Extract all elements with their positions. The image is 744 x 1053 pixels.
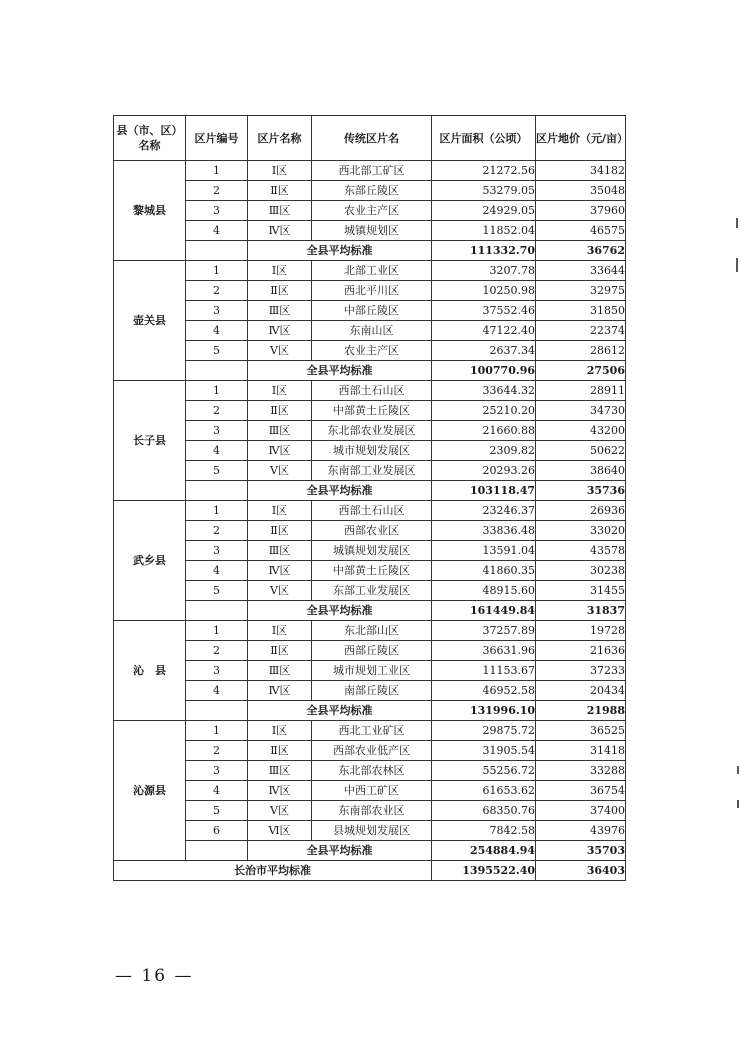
table-row xyxy=(114,541,626,561)
header-traditional-name: 传统区片名 xyxy=(312,116,432,161)
table-row xyxy=(114,401,626,421)
price-cell: 31418 xyxy=(536,741,626,761)
average-blank-cell xyxy=(186,841,248,861)
area-cell: 46952.58 xyxy=(432,681,536,701)
traditional-name-cell: 西部丘陵区 xyxy=(312,641,432,661)
zone-number-cell: 6 xyxy=(186,821,248,841)
table-row xyxy=(114,321,626,341)
table-row xyxy=(114,161,626,181)
area-cell: 11153.67 xyxy=(432,661,536,681)
traditional-name-cell: 农业主产区 xyxy=(312,341,432,361)
scan-edge-mark xyxy=(736,218,738,228)
table-row xyxy=(114,501,626,521)
table-body xyxy=(114,161,626,881)
area-cell: 33836.48 xyxy=(432,521,536,541)
city-average-row xyxy=(114,861,626,881)
zone-name-cell: Ⅴ区 xyxy=(248,461,312,481)
zone-number-cell: 3 xyxy=(186,301,248,321)
zone-name-cell: Ⅴ区 xyxy=(248,581,312,601)
zone-name-cell: Ⅲ区 xyxy=(248,201,312,221)
average-blank-cell xyxy=(186,701,248,721)
zone-number-cell: 1 xyxy=(186,721,248,741)
zone-number-cell: 1 xyxy=(186,161,248,181)
traditional-name-cell: 县城规划发展区 xyxy=(312,821,432,841)
traditional-name-cell: 中部丘陵区 xyxy=(312,301,432,321)
average-price-cell: 36762 xyxy=(536,241,626,261)
area-cell: 10250.98 xyxy=(432,281,536,301)
table-row xyxy=(114,681,626,701)
zone-number-cell: 4 xyxy=(186,321,248,341)
traditional-name-cell: 东南部工业发展区 xyxy=(312,461,432,481)
county-name-cell: 黎城县 xyxy=(114,161,186,261)
zone-number-cell: 1 xyxy=(186,261,248,281)
zone-number-cell: 2 xyxy=(186,401,248,421)
traditional-name-cell: 西部土石山区 xyxy=(312,381,432,401)
zone-name-cell: Ⅳ区 xyxy=(248,441,312,461)
header-zone-name: 区片名称 xyxy=(248,116,312,161)
price-cell: 37400 xyxy=(536,801,626,821)
zone-name-cell: Ⅲ区 xyxy=(248,301,312,321)
table-row xyxy=(114,181,626,201)
area-cell: 41860.35 xyxy=(432,561,536,581)
average-label: 全县平均标准 xyxy=(248,601,432,621)
price-cell: 26936 xyxy=(536,501,626,521)
zone-number-cell: 2 xyxy=(186,641,248,661)
table-row xyxy=(114,441,626,461)
area-cell: 29875.72 xyxy=(432,721,536,741)
county-average-row xyxy=(114,361,626,381)
average-area-cell: 254884.94 xyxy=(432,841,536,861)
traditional-name-cell: 东部工业发展区 xyxy=(312,581,432,601)
traditional-name-cell: 农业主产区 xyxy=(312,201,432,221)
average-label: 全县平均标准 xyxy=(248,701,432,721)
header-county: 县（市、区）名称 xyxy=(114,116,186,161)
table-row xyxy=(114,341,626,361)
zone-number-cell: 5 xyxy=(186,461,248,481)
price-cell: 50622 xyxy=(536,441,626,461)
area-cell: 3207.78 xyxy=(432,261,536,281)
zone-name-cell: Ⅴ区 xyxy=(248,801,312,821)
table-row xyxy=(114,221,626,241)
county-name-cell: 沁 县 xyxy=(114,621,186,721)
scan-edge-mark xyxy=(737,800,739,808)
table-row xyxy=(114,741,626,761)
zone-number-cell: 5 xyxy=(186,341,248,361)
zone-name-cell: Ⅱ区 xyxy=(248,521,312,541)
area-cell: 33644.32 xyxy=(432,381,536,401)
table-row xyxy=(114,641,626,661)
table-row xyxy=(114,261,626,281)
zone-name-cell: Ⅱ区 xyxy=(248,181,312,201)
area-cell: 37257.89 xyxy=(432,621,536,641)
price-cell: 36754 xyxy=(536,781,626,801)
zone-name-cell: Ⅳ区 xyxy=(248,221,312,241)
zone-name-cell: Ⅵ区 xyxy=(248,821,312,841)
county-average-row xyxy=(114,241,626,261)
zone-number-cell: 1 xyxy=(186,501,248,521)
average-price-cell: 35736 xyxy=(536,481,626,501)
table-row xyxy=(114,821,626,841)
zone-number-cell: 1 xyxy=(186,621,248,641)
scan-edge-mark xyxy=(737,766,739,774)
table-row xyxy=(114,521,626,541)
average-price-cell: 27506 xyxy=(536,361,626,381)
area-cell: 47122.40 xyxy=(432,321,536,341)
area-cell: 53279.05 xyxy=(432,181,536,201)
table-row xyxy=(114,281,626,301)
average-area-cell: 111332.70 xyxy=(432,241,536,261)
county-name-cell: 壶关县 xyxy=(114,261,186,381)
average-label: 全县平均标准 xyxy=(248,361,432,381)
average-price-cell: 35703 xyxy=(536,841,626,861)
traditional-name-cell: 西北部工矿区 xyxy=(312,161,432,181)
price-cell: 35048 xyxy=(536,181,626,201)
scan-edge-mark xyxy=(736,258,738,272)
zone-number-cell: 3 xyxy=(186,421,248,441)
county-average-row xyxy=(114,841,626,861)
price-cell: 20434 xyxy=(536,681,626,701)
page-number: — 16 — xyxy=(115,966,194,986)
table-row xyxy=(114,561,626,581)
header-price: 区片地价（元/亩） xyxy=(536,116,626,161)
average-blank-cell xyxy=(186,481,248,501)
zone-number-cell: 5 xyxy=(186,801,248,821)
traditional-name-cell: 南部丘陵区 xyxy=(312,681,432,701)
average-area-cell: 100770.96 xyxy=(432,361,536,381)
traditional-name-cell: 西部农业区 xyxy=(312,521,432,541)
price-cell: 37960 xyxy=(536,201,626,221)
price-cell: 31850 xyxy=(536,301,626,321)
area-cell: 48915.60 xyxy=(432,581,536,601)
area-cell: 2637.34 xyxy=(432,341,536,361)
zone-name-cell: Ⅱ区 xyxy=(248,401,312,421)
average-area-cell: 161449.84 xyxy=(432,601,536,621)
traditional-name-cell: 东部丘陵区 xyxy=(312,181,432,201)
price-cell: 30238 xyxy=(536,561,626,581)
table-row xyxy=(114,381,626,401)
zone-number-cell: 3 xyxy=(186,201,248,221)
table-row xyxy=(114,461,626,481)
county-average-row xyxy=(114,481,626,501)
zone-name-cell: Ⅰ区 xyxy=(248,721,312,741)
traditional-name-cell: 西北平川区 xyxy=(312,281,432,301)
area-cell: 21272.56 xyxy=(432,161,536,181)
table-row xyxy=(114,621,626,641)
traditional-name-cell: 城市规划发展区 xyxy=(312,441,432,461)
price-cell: 38640 xyxy=(536,461,626,481)
traditional-name-cell: 西部土石山区 xyxy=(312,501,432,521)
area-cell: 31905.54 xyxy=(432,741,536,761)
price-cell: 34730 xyxy=(536,401,626,421)
traditional-name-cell: 城市规划工业区 xyxy=(312,661,432,681)
zone-number-cell: 5 xyxy=(186,581,248,601)
traditional-name-cell: 西部农业低产区 xyxy=(312,741,432,761)
zone-number-cell: 4 xyxy=(186,561,248,581)
table-row xyxy=(114,661,626,681)
county-name-cell: 长子县 xyxy=(114,381,186,501)
area-cell: 68350.76 xyxy=(432,801,536,821)
zone-name-cell: Ⅳ区 xyxy=(248,781,312,801)
price-cell: 28911 xyxy=(536,381,626,401)
land-price-table xyxy=(113,115,629,881)
price-cell: 33644 xyxy=(536,261,626,281)
zone-number-cell: 1 xyxy=(186,381,248,401)
area-cell: 20293.26 xyxy=(432,461,536,481)
table-row xyxy=(114,761,626,781)
average-label: 全县平均标准 xyxy=(248,841,432,861)
traditional-name-cell: 北部工业区 xyxy=(312,261,432,281)
table-row xyxy=(114,581,626,601)
price-cell: 43976 xyxy=(536,821,626,841)
city-average-price-cell: 36403 xyxy=(536,861,626,881)
area-cell: 36631.96 xyxy=(432,641,536,661)
zone-name-cell: Ⅰ区 xyxy=(248,621,312,641)
zone-name-cell: Ⅰ区 xyxy=(248,501,312,521)
zone-number-cell: 2 xyxy=(186,521,248,541)
price-cell: 34182 xyxy=(536,161,626,181)
area-cell: 25210.20 xyxy=(432,401,536,421)
zone-name-cell: Ⅲ区 xyxy=(248,541,312,561)
traditional-name-cell: 城镇规划发展区 xyxy=(312,541,432,561)
price-cell: 33020 xyxy=(536,521,626,541)
county-name-cell: 沁源县 xyxy=(114,721,186,861)
price-cell: 43578 xyxy=(536,541,626,561)
county-name-cell: 武乡县 xyxy=(114,501,186,621)
zone-number-cell: 3 xyxy=(186,761,248,781)
price-cell: 46575 xyxy=(536,221,626,241)
zone-name-cell: Ⅳ区 xyxy=(248,681,312,701)
zone-number-cell: 2 xyxy=(186,281,248,301)
zone-name-cell: Ⅳ区 xyxy=(248,321,312,341)
traditional-name-cell: 城镇规划区 xyxy=(312,221,432,241)
table-row xyxy=(114,201,626,221)
zone-name-cell: Ⅰ区 xyxy=(248,161,312,181)
average-area-cell: 131996.10 xyxy=(432,701,536,721)
county-average-row xyxy=(114,701,626,721)
price-cell: 28612 xyxy=(536,341,626,361)
average-blank-cell xyxy=(186,601,248,621)
price-cell: 36525 xyxy=(536,721,626,741)
area-cell: 61653.62 xyxy=(432,781,536,801)
average-area-cell: 103118.47 xyxy=(432,481,536,501)
zone-name-cell: Ⅱ区 xyxy=(248,641,312,661)
header-area: 区片面积（公顷） xyxy=(432,116,536,161)
zone-name-cell: Ⅰ区 xyxy=(248,381,312,401)
zone-number-cell: 4 xyxy=(186,781,248,801)
traditional-name-cell: 东南山区 xyxy=(312,321,432,341)
traditional-name-cell: 东北部农业发展区 xyxy=(312,421,432,441)
zone-name-cell: Ⅱ区 xyxy=(248,741,312,761)
traditional-name-cell: 东北部农林区 xyxy=(312,761,432,781)
zone-number-cell: 2 xyxy=(186,181,248,201)
zone-name-cell: Ⅲ区 xyxy=(248,421,312,441)
zone-name-cell: Ⅳ区 xyxy=(248,561,312,581)
average-blank-cell xyxy=(186,361,248,381)
city-average-label: 长治市平均标准 xyxy=(114,861,432,881)
zone-number-cell: 3 xyxy=(186,661,248,681)
zone-number-cell: 2 xyxy=(186,741,248,761)
area-cell: 7842.58 xyxy=(432,821,536,841)
zone-number-cell: 4 xyxy=(186,681,248,701)
price-cell: 37233 xyxy=(536,661,626,681)
traditional-name-cell: 中部黄土丘陵区 xyxy=(312,401,432,421)
traditional-name-cell: 中西工矿区 xyxy=(312,781,432,801)
zone-number-cell: 3 xyxy=(186,541,248,561)
zone-number-cell: 4 xyxy=(186,221,248,241)
area-cell: 37552.46 xyxy=(432,301,536,321)
area-cell: 13591.04 xyxy=(432,541,536,561)
area-cell: 21660.88 xyxy=(432,421,536,441)
average-label: 全县平均标准 xyxy=(248,241,432,261)
area-cell: 23246.37 xyxy=(432,501,536,521)
traditional-name-cell: 东南部农业区 xyxy=(312,801,432,821)
average-price-cell: 31837 xyxy=(536,601,626,621)
table-row xyxy=(114,301,626,321)
city-average-area-cell: 1395522.40 xyxy=(432,861,536,881)
zone-name-cell: Ⅲ区 xyxy=(248,761,312,781)
area-cell: 55256.72 xyxy=(432,761,536,781)
traditional-name-cell: 中部黄土丘陵区 xyxy=(312,561,432,581)
price-cell: 22374 xyxy=(536,321,626,341)
area-cell: 11852.04 xyxy=(432,221,536,241)
traditional-name-cell: 东北部山区 xyxy=(312,621,432,641)
price-cell: 43200 xyxy=(536,421,626,441)
zone-name-cell: Ⅴ区 xyxy=(248,341,312,361)
zone-name-cell: Ⅲ区 xyxy=(248,661,312,681)
area-cell: 2309.82 xyxy=(432,441,536,461)
table-header-row xyxy=(114,116,626,161)
table-row xyxy=(114,801,626,821)
average-price-cell: 21988 xyxy=(536,701,626,721)
zone-number-cell: 4 xyxy=(186,441,248,461)
traditional-name-cell: 西北工业矿区 xyxy=(312,721,432,741)
price-cell: 31455 xyxy=(536,581,626,601)
zone-name-cell: Ⅰ区 xyxy=(248,261,312,281)
table-row xyxy=(114,721,626,741)
header-zone-number: 区片编号 xyxy=(186,116,248,161)
price-cell: 21636 xyxy=(536,641,626,661)
county-average-row xyxy=(114,601,626,621)
price-cell: 32975 xyxy=(536,281,626,301)
price-cell: 33288 xyxy=(536,761,626,781)
average-blank-cell xyxy=(186,241,248,261)
price-cell: 19728 xyxy=(536,621,626,641)
table-row xyxy=(114,781,626,801)
zone-name-cell: Ⅱ区 xyxy=(248,281,312,301)
area-cell: 24929.05 xyxy=(432,201,536,221)
average-label: 全县平均标准 xyxy=(248,481,432,501)
table-row xyxy=(114,421,626,441)
